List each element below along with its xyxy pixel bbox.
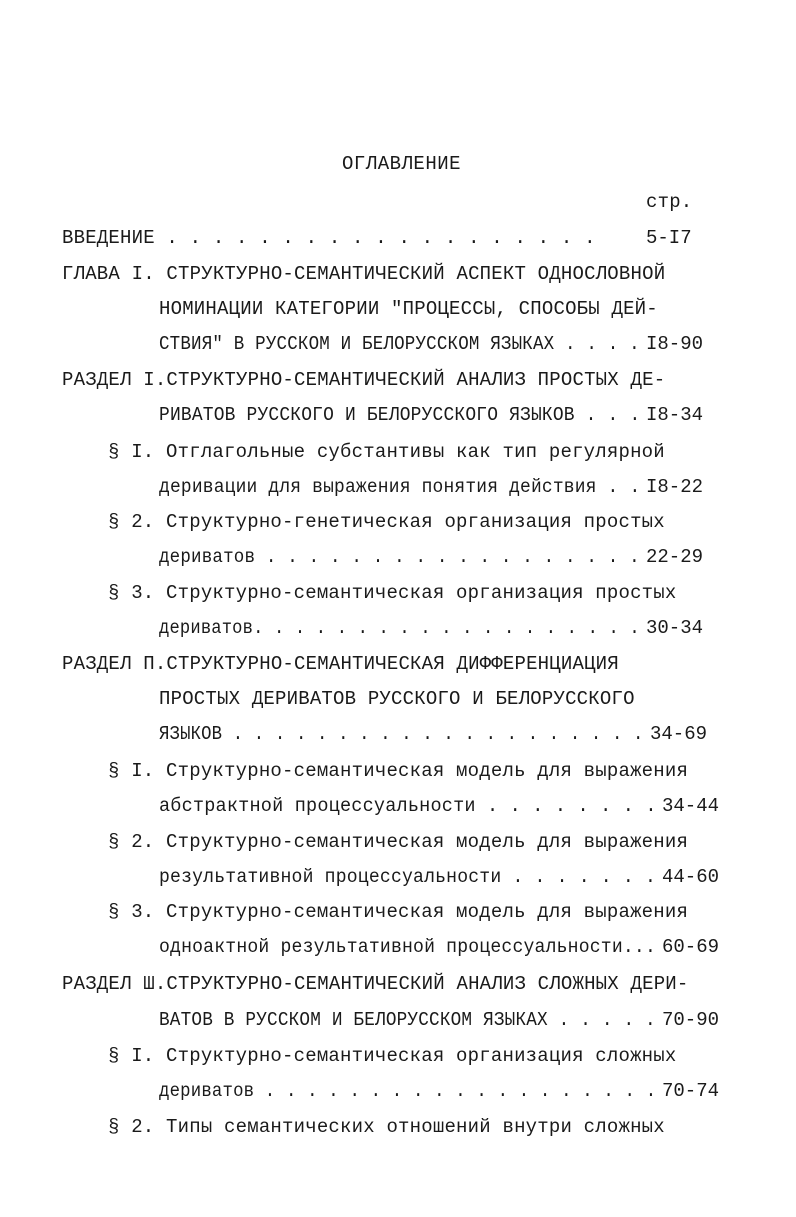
- toc-entry-text: § 2. Структурно-генетическая организация простых: [108, 511, 665, 533]
- toc-entry-text: СТВИЯ" В РУССКОМ И БЕЛОРУССКОМ ЯЗЫКАХ . . . .: [159, 333, 640, 355]
- toc-entry-text: § I. Структурно-семантическая модель для выражения: [108, 760, 689, 782]
- toc-entry-text: НОМИНАЦИИ КАТЕГОРИИ "ПРОЦЕССЫ, СПОСОБЫ ДЕЙ-: [159, 298, 658, 320]
- toc-entry-page: 70-90: [662, 1009, 720, 1031]
- toc-entry-text: § I. Отглагольные субстантивы как тип регулярной: [108, 441, 665, 463]
- toc-entry-text: § 2. Структурно-семантическая модель для выражения: [108, 831, 689, 853]
- toc-entry-page: I8-34: [646, 404, 704, 426]
- page-column-header: стр.: [646, 191, 693, 213]
- toc-entry-text: результативной процессуальности . . . . . . .: [159, 866, 657, 888]
- toc-entry-page: 34-69: [650, 723, 708, 745]
- toc-entry-text: ПРОСТЫХ ДЕРИВАТОВ РУССКОГО И БЕЛОРУССКОГО: [159, 688, 635, 710]
- toc-entry-text: абстрактной процессуальности . . . . . . . .: [159, 795, 657, 817]
- toc-entry-text: ВВЕДЕНИЕ . . . . . . . . . . . . . . . . . . .: [62, 227, 596, 249]
- toc-entry-text: ВАТОВ В РУССКОМ И БЕЛОРУССКОМ ЯЗЫКАХ . . . . .: [159, 1009, 656, 1031]
- page-title: ОГЛАВЛЕНИЕ: [342, 153, 462, 175]
- toc-entry-page: 22-29: [646, 546, 704, 568]
- toc-entry-text: дериватов . . . . . . . . . . . . . . . . . .: [159, 546, 640, 568]
- toc-entry-text: ЯЗЫКОВ . . . . . . . . . . . . . . . . . . . .: [159, 723, 644, 745]
- toc-entry-text: РАЗДЕЛ Ш.СТРУКТУРНО-СЕМАНТИЧЕСКИЙ АНАЛИЗ СЛОЖНЫХ ДЕРИ-: [62, 973, 689, 995]
- toc-entry-page: 60-69: [662, 936, 720, 958]
- toc-entry-text: РАЗДЕЛ П.СТРУКТУРНО-СЕМАНТИЧЕСКАЯ ДИФФЕРЕНЦИАЦИЯ: [62, 653, 619, 675]
- toc-entry-text: РИВАТОВ РУССКОГО И БЕЛОРУССКОГО ЯЗЫКОВ . . .: [159, 404, 641, 426]
- toc-entry-page: I8-22: [646, 476, 704, 498]
- toc-entry-page: I8-90: [646, 333, 704, 355]
- toc-entry-text: § 3. Структурно-семантическая организация простых: [108, 582, 677, 604]
- toc-entry-text: деривации для выражения понятия действия . .: [159, 476, 641, 498]
- toc-entry-text: дериватов . . . . . . . . . . . . . . . . . . .: [159, 1080, 657, 1102]
- toc-entry-page: 5-I7: [646, 227, 692, 249]
- toc-entry-text: одноактной результативной процессуальности...: [159, 936, 657, 958]
- toc-entry-page: 70-74: [662, 1080, 720, 1102]
- toc-entry-page: 44-60: [662, 866, 720, 888]
- toc-entry-page: 30-34: [646, 617, 704, 639]
- toc-entry-text: § 2. Типы семантических отношений внутри сложных: [108, 1116, 665, 1138]
- toc-entry-page: 34-44: [662, 795, 720, 817]
- toc-entry-text: дериватов. . . . . . . . . . . . . . . . . . .: [159, 617, 640, 639]
- toc-entry-text: ГЛАВА I. СТРУКТУРНО-СЕМАНТИЧЕСКИЙ АСПЕКТ ОДНОСЛОВНОЙ: [62, 263, 666, 285]
- toc-entry-text: § 3. Структурно-семантическая модель для выражения: [108, 901, 689, 923]
- toc-entry-text: РАЗДЕЛ I.СТРУКТУРНО-СЕМАНТИЧЕСКИЙ АНАЛИЗ ПРОСТЫХ ДЕ-: [62, 369, 666, 391]
- toc-entry-text: § I. Структурно-семантическая организация сложных: [108, 1045, 677, 1067]
